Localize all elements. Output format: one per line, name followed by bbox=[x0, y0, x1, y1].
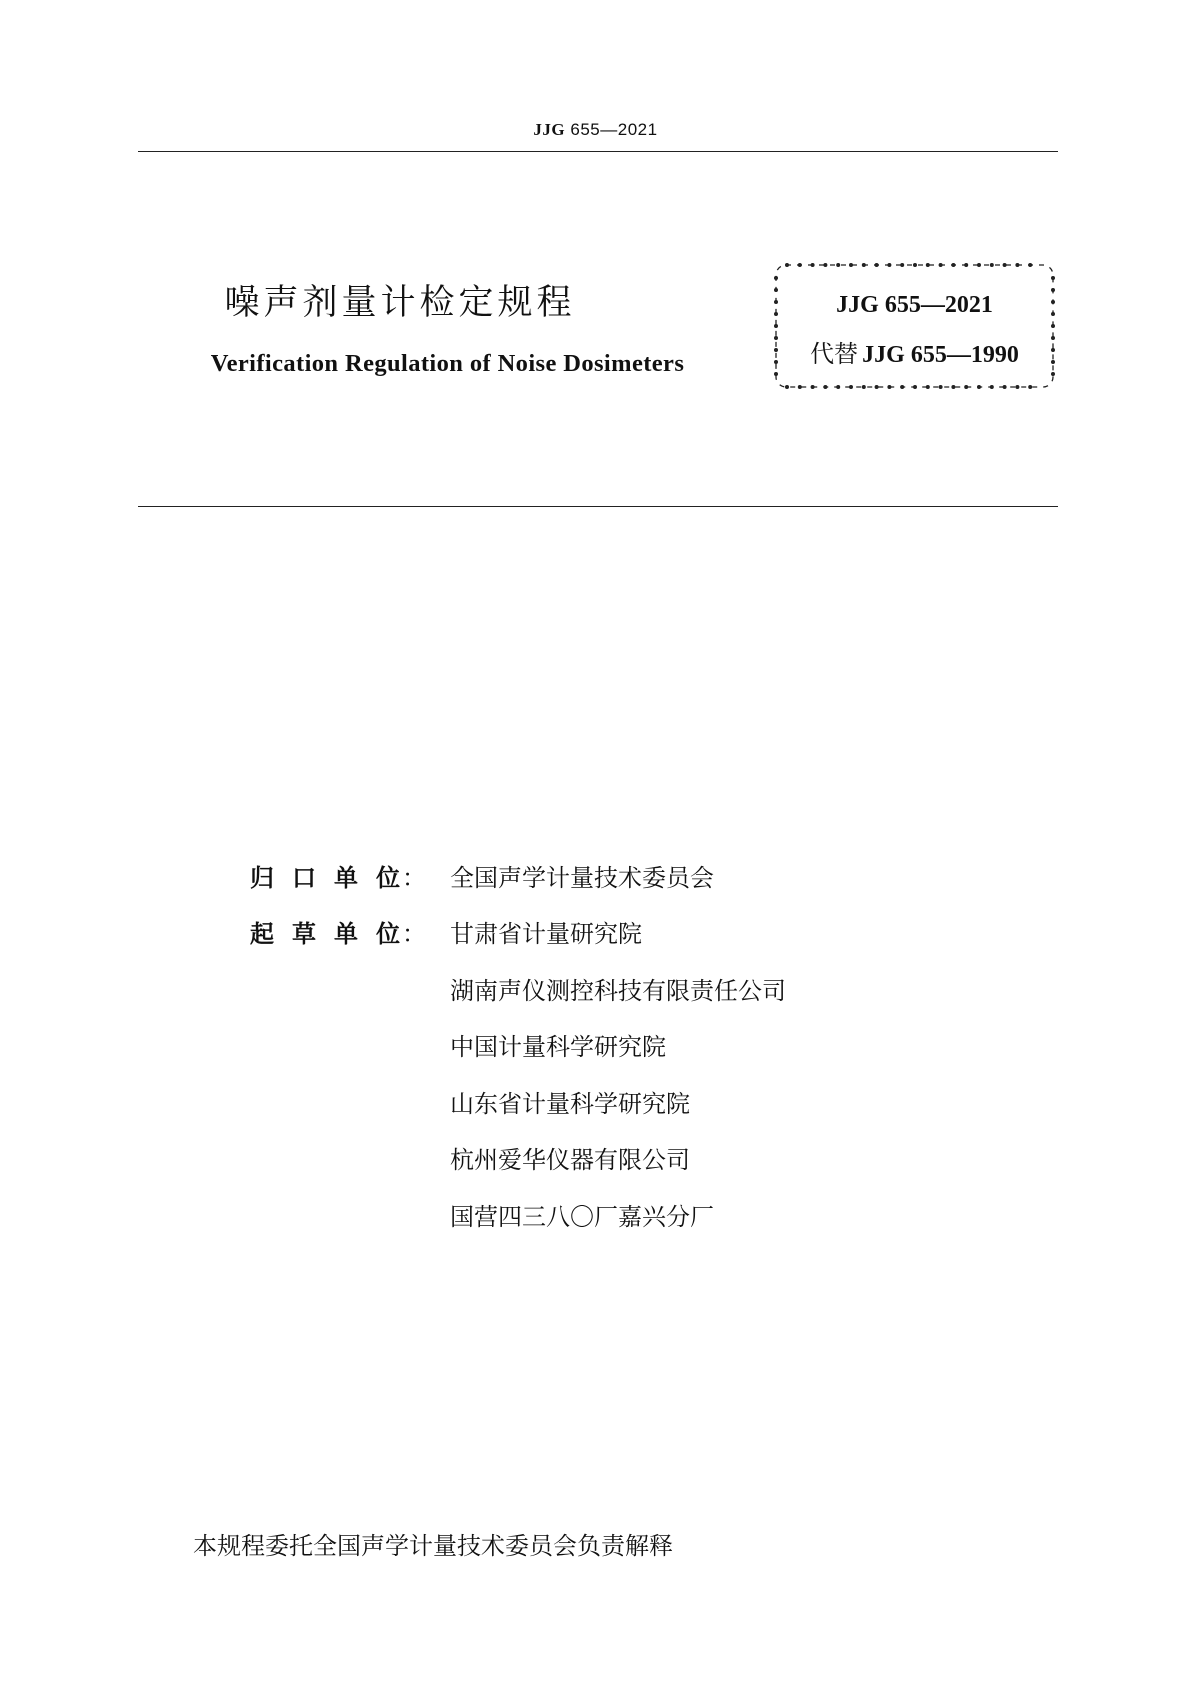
border-ornament-dot bbox=[836, 385, 840, 389]
drafting-unit-label: 起 草 单 位： bbox=[250, 920, 426, 948]
replaces-label: 代替 bbox=[810, 340, 859, 368]
running-header-code bbox=[0, 120, 1191, 140]
border-ornament-dot bbox=[1015, 263, 1019, 267]
border-ornament-dot bbox=[875, 385, 879, 389]
border-ornament-dot bbox=[823, 385, 827, 389]
border-ornament-dot bbox=[913, 385, 917, 389]
border-ornament-dot bbox=[774, 372, 778, 376]
border-ornament-dot bbox=[785, 263, 789, 267]
title-english: Verification Regulation of Noise Dosimeters bbox=[210, 350, 685, 377]
drafting-unit-value: 湖南声仪测控科技有限责任公司 bbox=[450, 977, 786, 1005]
header-code-prefix: JJG bbox=[533, 120, 566, 139]
title-section-rule bbox=[138, 506, 1058, 507]
border-ornament-dot bbox=[926, 263, 930, 267]
border-ornament-dot bbox=[1051, 276, 1055, 280]
drafting-unit-value: 国营四三八〇厂嘉兴分厂 bbox=[450, 1203, 714, 1231]
border-ornament-dot bbox=[1051, 324, 1055, 328]
header-code-suffix: 655—2021 bbox=[570, 120, 658, 139]
border-ornament-dot bbox=[887, 385, 891, 389]
header-rule bbox=[138, 151, 1058, 152]
border-ornament-dot bbox=[811, 385, 815, 389]
border-ornament-dot bbox=[836, 263, 840, 267]
border-ornament-dot bbox=[798, 385, 802, 389]
border-ornament-dot bbox=[875, 263, 879, 267]
border-ornament-dot bbox=[951, 385, 955, 389]
ornamental-border bbox=[773, 262, 1056, 390]
responsible-unit-value: 全国声学计量技术委员会 bbox=[450, 864, 714, 892]
border-ornament-dot bbox=[990, 263, 994, 267]
drafting-unit-value: 甘肃省计量研究院 bbox=[450, 920, 642, 948]
responsible-unit-row bbox=[250, 862, 714, 894]
border-ornament-dot bbox=[1051, 372, 1055, 376]
border-ornament-dot bbox=[964, 263, 968, 267]
border-ornament-dot bbox=[977, 263, 981, 267]
border-ornament-dot bbox=[774, 324, 778, 328]
border-ornament-dot bbox=[774, 276, 778, 280]
border-ornament-dot bbox=[990, 385, 994, 389]
border-ornament-dot bbox=[849, 263, 853, 267]
border-ornament-dot bbox=[823, 263, 827, 267]
border-ornament-dot bbox=[1003, 263, 1007, 267]
border-ornament-dot bbox=[977, 385, 981, 389]
border-ornament-dot bbox=[926, 385, 930, 389]
border-ornament-dot bbox=[900, 263, 904, 267]
standard-code bbox=[773, 292, 1056, 319]
border-ornament-dot bbox=[785, 385, 789, 389]
border-ornament-dot bbox=[913, 263, 917, 267]
border-ornament-dot bbox=[1003, 385, 1007, 389]
border-ornament-dot bbox=[900, 385, 904, 389]
border-ornament-dot bbox=[1028, 263, 1032, 267]
title-chinese: 噪声剂量计检定规程 bbox=[224, 283, 576, 323]
code-current: JJG 655—2021 bbox=[836, 292, 993, 318]
code-replaced: JJG 655—1990 bbox=[862, 342, 1019, 368]
border-ornament-dot bbox=[798, 263, 802, 267]
border-ornament-dot bbox=[1015, 385, 1019, 389]
border-ornament-dot bbox=[862, 263, 866, 267]
border-ornament-dot bbox=[951, 263, 955, 267]
border-ornament-dot bbox=[849, 385, 853, 389]
drafting-unit-value: 山东省计量科学研究院 bbox=[450, 1090, 690, 1118]
border-ornament-dot bbox=[939, 263, 943, 267]
replaces-line bbox=[773, 334, 1056, 369]
border-ornament-dot bbox=[811, 263, 815, 267]
responsible-unit-label: 归 口 单 位： bbox=[250, 864, 426, 892]
drafting-unit-value: 中国计量科学研究院 bbox=[450, 1033, 666, 1061]
standard-code-box bbox=[773, 262, 1056, 390]
border-ornament-dot bbox=[1028, 385, 1032, 389]
border-ornament-dot bbox=[887, 263, 891, 267]
border-ornament-dot bbox=[862, 385, 866, 389]
border-ornament-dot bbox=[964, 385, 968, 389]
drafting-unit-row bbox=[250, 918, 642, 950]
drafting-unit-value: 杭州爱华仪器有限公司 bbox=[450, 1146, 690, 1174]
interpretation-statement: 本规程委托全国声学计量技术委员会负责解释 bbox=[193, 1532, 673, 1560]
border-ornament-dot bbox=[939, 385, 943, 389]
